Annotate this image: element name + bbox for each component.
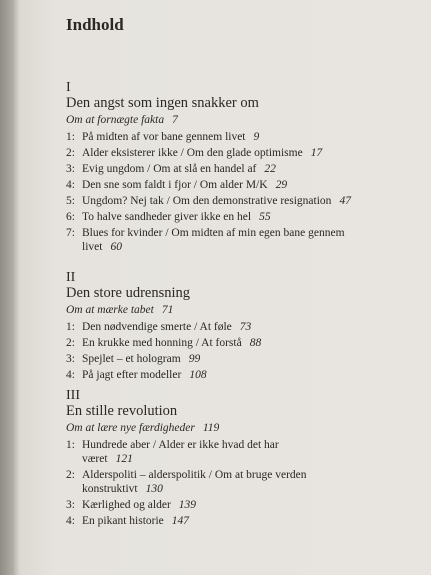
part-subtitle-text: Om at mærke tabet: [66, 304, 154, 316]
entry-text: Evig ungdom / Om at slå en handel af: [82, 163, 257, 175]
entry-page: 73: [239, 321, 252, 333]
entry-text: Kærlighed og alder: [82, 499, 171, 511]
part-numeral: I: [66, 80, 71, 95]
entry-text: Spejlet – et hologram: [82, 353, 181, 365]
entry-text-line: [82, 438, 316, 466]
part-numeral: II: [66, 270, 76, 285]
toc-entry: [66, 130, 426, 144]
part-subtitle: [66, 420, 426, 436]
entry-page: 17: [310, 147, 323, 159]
entry-text: På jagt efter modeller: [82, 369, 182, 381]
toc-entry: [66, 468, 366, 496]
entry-number: 4:: [66, 369, 75, 381]
book-page: [14, 0, 431, 575]
table-of-contents: [66, 14, 426, 527]
entry-number: 4:: [66, 179, 75, 191]
entry-page: 139: [178, 499, 197, 511]
entry-number: 1:: [66, 321, 75, 333]
part-title: En stille revolution: [66, 403, 178, 419]
entry-text-line: [82, 178, 426, 192]
toc-part-3: [66, 388, 426, 528]
entry-text-line: [82, 194, 356, 208]
toc-entry: [66, 514, 426, 528]
toc-entry: [66, 178, 426, 192]
part-subtitle-page: 71: [161, 304, 174, 316]
toc-entry: [66, 438, 316, 466]
entry-page: 99: [188, 353, 201, 365]
entry-text-line: [82, 162, 426, 176]
entry-page: 147: [171, 515, 190, 527]
part-title: Den angst som ingen snakker om: [66, 95, 259, 111]
toc-part-2: [66, 270, 426, 382]
toc-entry: [66, 162, 426, 176]
entry-number: 7:: [66, 227, 75, 239]
toc-entry: [66, 210, 426, 224]
entry-number: 6:: [66, 211, 75, 223]
entry-text-line: [82, 130, 426, 144]
entry-page: 60: [110, 241, 122, 253]
toc-entry: [66, 226, 366, 254]
entry-page: 55: [259, 211, 271, 223]
entry-text: Alder eksisterer ikke / Om den glade optimisme: [82, 147, 303, 159]
entry-text: Den nødvendige smerte / At føle: [82, 321, 232, 333]
entry-text-line: [82, 514, 426, 528]
entry-text-line: [82, 468, 366, 496]
entry-text: På midten af vor bane gennem livet: [82, 131, 246, 143]
entry-page: 108: [189, 369, 207, 381]
entry-text: En pikant historie: [82, 515, 164, 527]
entry-number: 3:: [66, 353, 75, 365]
entry-text-line: [82, 226, 366, 254]
toc-entry: [66, 498, 426, 512]
entry-text: Alderspoliti – alderspolitik / Om at bruge verden konstruktivt: [82, 469, 307, 495]
entry-text-line: [82, 368, 426, 382]
toc-entry: [66, 368, 426, 382]
toc-entry: [66, 320, 426, 334]
entry-text-line: [82, 320, 426, 334]
entry-text: En krukke med honning / At forstå: [82, 337, 242, 349]
entry-number: 3:: [66, 499, 75, 511]
entry-number: 1:: [66, 131, 75, 143]
part-subtitle-page: 7: [172, 114, 178, 126]
entry-page: 130: [145, 483, 163, 495]
entry-number: 3:: [66, 163, 75, 175]
toc-entry: [66, 336, 426, 350]
entry-text: Den sne som faldt i fjor / Om alder M/K: [82, 179, 268, 191]
part-subtitle-text: Om at lære nye færdigheder: [66, 422, 195, 434]
entry-page: 9: [253, 131, 260, 143]
toc-part-1: [66, 80, 426, 254]
book-spine-shadow: [0, 0, 14, 575]
entry-text: Ungdom? Nej tak / Om den demonstrative resignation: [82, 195, 332, 207]
entry-text-line: [82, 336, 426, 350]
entry-page: 29: [275, 179, 288, 191]
entry-text-line: [82, 146, 426, 160]
entry-text: Blues for kvinder / Om midten af min egen bane gennem livet: [82, 227, 345, 253]
entry-text-line: [82, 210, 426, 224]
entry-number: 5:: [66, 195, 75, 207]
part-subtitle: [66, 302, 426, 318]
toc-entry: [66, 352, 426, 366]
entry-page: 88: [249, 337, 262, 349]
entry-text: Hundrede aber / Alder er ikke hvad det har været: [82, 439, 279, 465]
toc-entry: [66, 146, 426, 160]
toc-entry: [66, 194, 356, 208]
part-title: Den store udrensning: [66, 285, 191, 301]
entry-text-line: [82, 498, 426, 512]
entry-number: 2:: [66, 337, 75, 349]
toc-title: Indhold: [66, 15, 124, 34]
entry-page: 47: [339, 195, 351, 207]
entry-number: 2:: [66, 147, 75, 159]
entry-number: 4:: [66, 515, 75, 527]
entry-text: To halve sandheder giver ikke en hel: [82, 211, 252, 223]
entry-page: 121: [115, 453, 133, 465]
part-subtitle-page: 119: [202, 422, 220, 434]
entry-text-line: [82, 352, 426, 366]
part-subtitle: [66, 112, 426, 128]
part-numeral: III: [66, 388, 80, 403]
part-subtitle-text: Om at fornægte fakta: [66, 114, 165, 126]
entry-number: 1:: [66, 439, 75, 451]
entry-number: 2:: [66, 469, 75, 481]
entry-page: 22: [264, 163, 276, 175]
